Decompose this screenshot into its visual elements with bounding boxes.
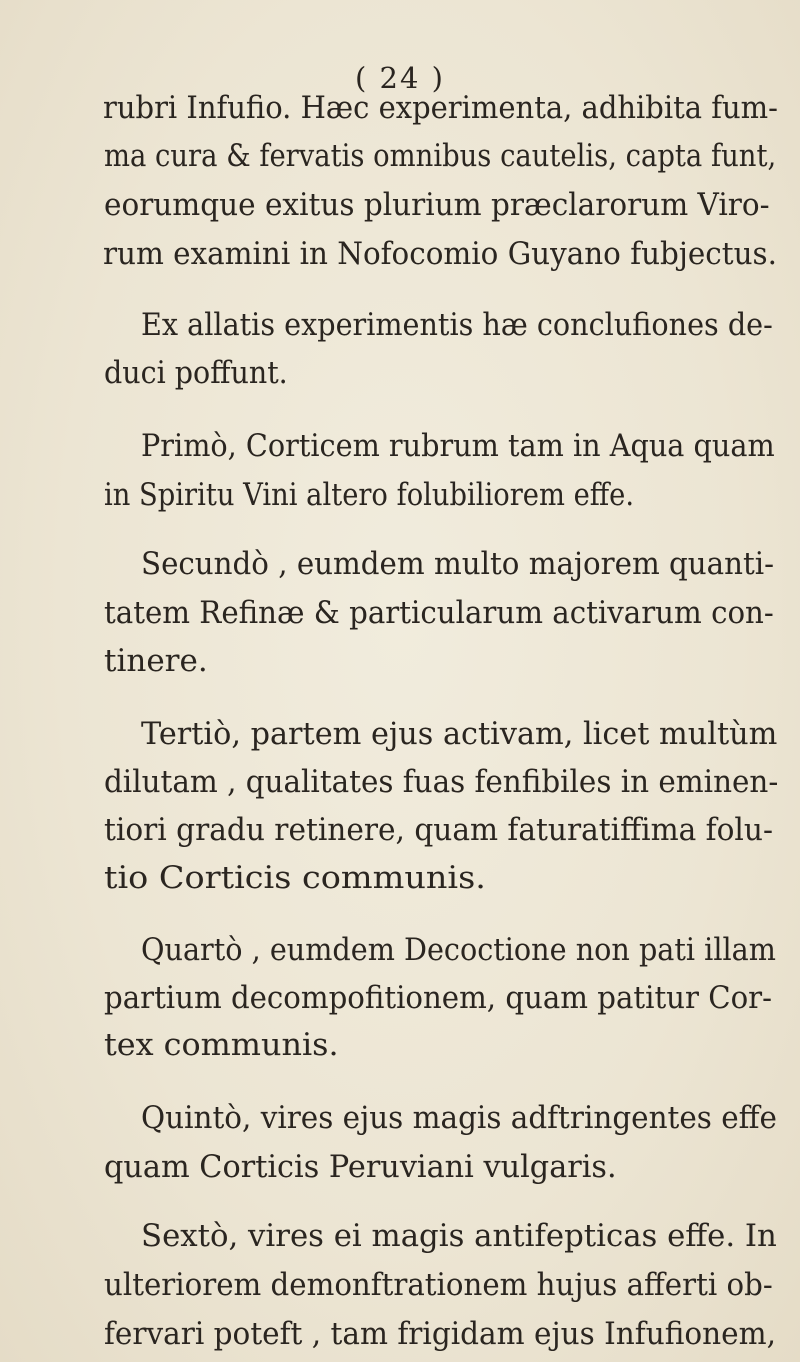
text-line: rum examini in Nofocomio Guyano fubjectus. (103, 236, 777, 272)
text-line: tinere. (104, 643, 208, 679)
text-line: Sextò, vires ei magis antifepticas effe. In (141, 1218, 777, 1254)
text-line: ulteriorem demonftrationem hujus afferti ob- (104, 1267, 773, 1303)
text-line: tiori gradu retinere, quam faturatiffima folu- (104, 812, 773, 848)
text-line: Tertiò, partem ejus activam, licet multùm (141, 716, 778, 752)
text-line: rubri Infufio. Hæc experimenta, adhibita fum- (103, 90, 778, 126)
text-line: fervari poteft , tam frigidam ejus Infufionem, (104, 1316, 776, 1352)
text-line: Primò, Corticem rubrum tam in Aqua quam (141, 428, 775, 464)
text-line: partium decompofitionem, quam patitur Cor- (104, 980, 773, 1016)
text-line: Secundò , eumdem multo majorem quanti- (141, 546, 775, 582)
text-line: ma cura & fervatis omnibus cautelis, capta funt, (104, 138, 777, 174)
text-line: in Spiritu Vini altero folubiliorem effe. (104, 477, 635, 513)
text-line: tex communis. (104, 1027, 339, 1063)
text-line: dilutam , qualitates fuas fenfibiles in eminen- (104, 764, 779, 800)
text-line: quam Corticis Peruviani vulgaris. (104, 1149, 617, 1185)
text-line: tatem Refinæ & particularum activarum con- (104, 595, 774, 631)
text-line: Quartò , eumdem Decoctione non pati illam (141, 932, 776, 968)
text-line: tio Corticis communis. (104, 860, 486, 896)
text-line: Quintò, vires ejus magis adftringentes effe (141, 1100, 777, 1136)
text-line: eorumque exitus plurium præclarorum Viro- (104, 187, 770, 223)
page-number: ( 24 ) (355, 61, 445, 95)
text-line: Ex allatis experimentis hæ conclufiones de- (141, 307, 773, 343)
text-line: duci poffunt. (104, 355, 288, 391)
